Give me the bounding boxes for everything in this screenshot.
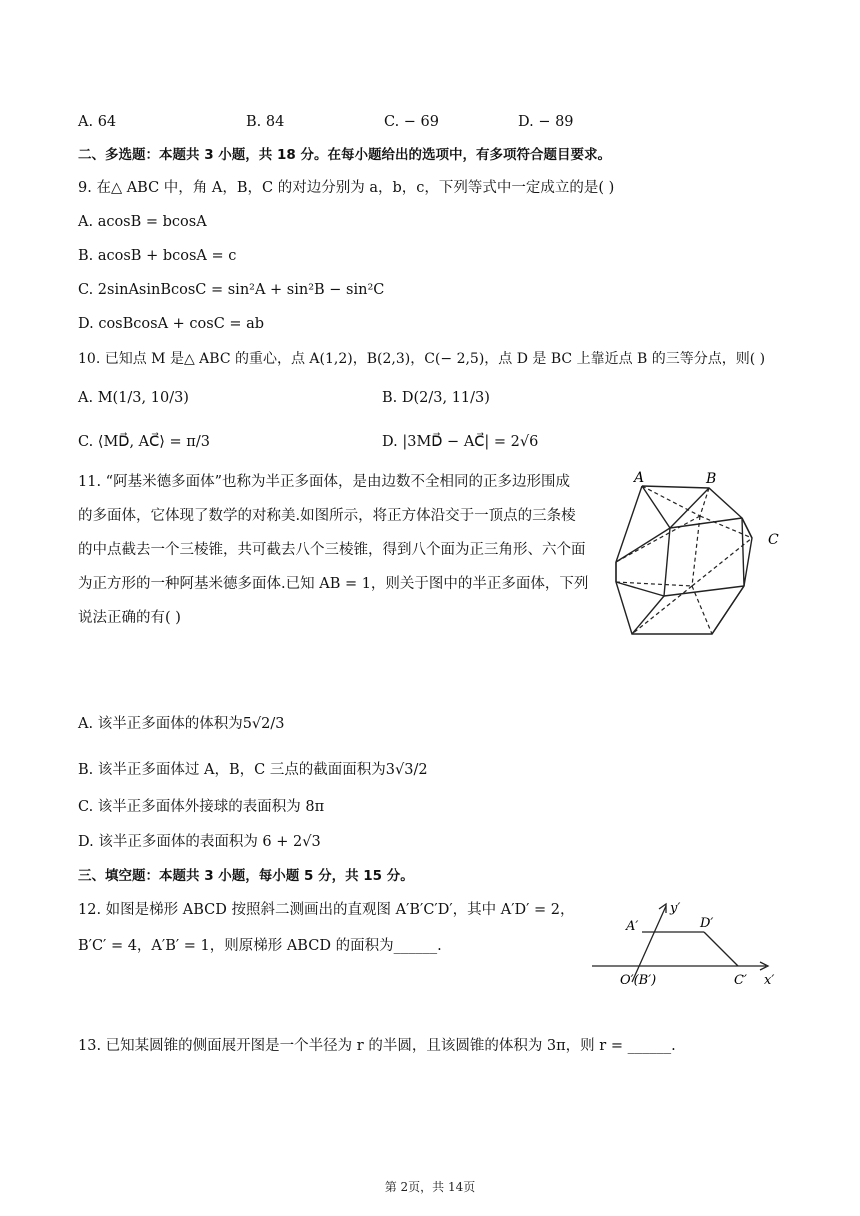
q9-stem: 9. 在△ ABC 中，角 A，B，C 的对边分别为 a，b，c，下列等式中一定成立的是( )	[78, 180, 615, 196]
figure-label-d-prime: D′	[700, 916, 714, 931]
q11-line-4: 为正方形的一种阿基米德多面体.已知 AB = 1，则关于图中的半正多面体，下列	[78, 576, 589, 592]
figure-label-origin: O′(B′)	[620, 973, 657, 988]
cuboctahedron-figure	[608, 466, 788, 646]
q8-option-d: D. − 89	[518, 114, 574, 130]
q8-option-c: C. − 69	[384, 114, 440, 130]
q11-line-2: 的多面体，它体现了数学的对称美.如图所示，将正方体沿交于一顶点的三条棱	[78, 508, 576, 524]
q9-option-d: D. cosBcosA + cosC = ab	[78, 316, 265, 332]
q10-option-a: A. M(1/3, 10/3)	[78, 390, 189, 406]
figure-label-y: y′	[670, 901, 681, 916]
q11-option-d: D. 该半正多面体的表面积为 6 + 2√3	[78, 834, 321, 850]
q10-stem: 10. 已知点 M 是△ ABC 的重心，点 A(1,2)，B(2,3)，C(− 2,5)，点 D 是 BC 上靠近点 B 的三等分点，则( )	[78, 351, 766, 367]
q9-option-c: C. 2sinAsinBcosC = sin²A + sin²B − sin²C	[78, 282, 385, 298]
figure-label-a: A	[634, 470, 645, 486]
figure-label-b: B	[706, 471, 717, 487]
q9-option-a: A. acosB = bcosA	[78, 214, 207, 230]
q11-line-3: 的中点截去一个三棱锥，共可截去八个三棱锥，得到八个面为正三角形、六个面	[78, 542, 586, 558]
q13-stem: 13. 已知某圆锥的侧面展开图是一个半径为 r 的半圆，且该圆锥的体积为 3π，则 r = ______.	[78, 1038, 676, 1054]
q11-line-5: 说法正确的有( )	[78, 610, 181, 626]
q11-option-c: C. 该半正多面体外接球的表面积为 8π	[78, 799, 325, 815]
page-footer: 第 2页，共 14页	[384, 1180, 476, 1194]
q11-line-1: 11. “阿基米德多面体”也称为半正多面体，是由边数不全相同的正多边形围成	[78, 474, 570, 490]
q10-option-d: D. |3MD⃗ − AC⃗| = 2√6	[382, 434, 539, 450]
q11-option-b: B. 该半正多面体过 A，B，C 三点的截面面积为3√3/2	[78, 762, 428, 778]
q12-line-1: 12. 如图是梯形 ABCD 按照斜二测画出的直观图 A′B′C′D′，其中 A′D′ = 2，	[78, 902, 575, 918]
section2-header: 二、多选题：本题共 3 小题，共 18 分。在每小题给出的选项中，有多项符合题目要求。	[78, 147, 611, 163]
trapezoid-figure	[588, 896, 788, 990]
q9-option-b: B. acosB + bcosA = c	[78, 248, 237, 264]
section3-header: 三、填空题：本题共 3 小题，每小题 5 分，共 15 分。	[78, 868, 414, 884]
q8-option-b: B. 84	[246, 114, 285, 130]
figure-label-a-prime: A′	[626, 919, 639, 934]
q11-option-a: A. 该半正多面体的体积为5√2/3	[78, 716, 285, 732]
figure-label-x: x′	[764, 973, 775, 988]
q8-option-a: A. 64	[78, 114, 117, 130]
figure-label-c-prime: C′	[734, 973, 747, 988]
q12-line-2: B′C′ = 4，A′B′ = 1，则原梯形 ABCD 的面积为______.	[78, 938, 442, 954]
figure-label-c: C	[768, 532, 779, 548]
q10-option-b: B. D(2/3, 11/3)	[382, 390, 490, 406]
q10-option-c: C. ⟨MD⃗, AC⃗⟩ = π/3	[78, 434, 210, 450]
